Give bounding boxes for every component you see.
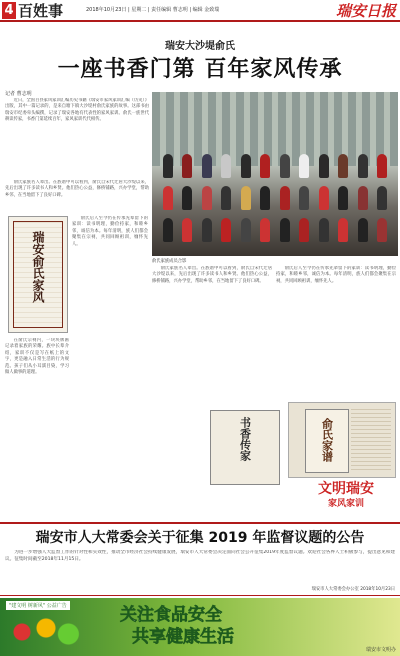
family-group-photo [152,92,398,256]
framed-motto-title: 瑞安俞氏家风 [31,231,45,303]
genealogy-book-photo [210,410,280,485]
genealogy-title: 俞氏家谱 [320,418,334,462]
article-column-4: 俞氏后人至今仍在传承先辈留下的家训：读书明理，勤俭持家，和睦乡邻，诚信为本。每年清明，族人们都会聚集在宗祠，共同回顾祖训，缅怀先人。 [276,266,396,284]
genealogy-record-photo [288,402,396,478]
ad-organizer: 瑞安市文明办 [365,647,396,653]
vegetables-image [6,612,86,652]
article-byline: 记者 曹志明 [5,91,32,97]
article-column-3: 俞氏家族名人辈出。在族谱中可以看到，俞氏自宋代迁居大沙堤以来，先后出现了许多读书人和乡贤。他们热心公益，修桥铺路，兴办学堂，帮助乡邻，在当地留下了良好口碑。 [152,266,272,284]
photo-caption: 俞氏家族成员合影 [152,259,187,264]
article-intro: 近日，全国百县家风家训汇编历史书籍《瑞安市家风家训汇编（历史）》出版，其中一篇记录的，是来自塘下镇大沙堤村俞氏家族的故事。这部书由瑞安市纪委牵头编撰，记录了瑞安各地有代表性的家风家训。俞氏一族世代耕读传家，书香门第延续百年，家风家训代代相传。 [5,98,149,123]
ad-slogan-2: 共享健康生活 [132,627,234,647]
page-header [0,0,400,22]
book-cover-text: 书香传家 [238,417,252,461]
section-divider [0,522,400,524]
article-column-1b: 俞氏家族名人辈出。在族谱中可以看到，俞氏自宋代迁居大沙堤以来，先后出现了许多读书人和乡贤。他们热心公益，修桥铺路，兴办学堂，帮助乡邻，在当地留下了良好口碑。 [5,180,149,198]
article-column-1c: 在俞氏宗祠内，一块块牌匾记录着家族的荣耀。族中长辈介绍，家训不仅是写在纸上的文字，更是融入日常生活的行为规范。孩子们从小耳濡目染，学习做人做事的道理。 [5,338,69,376]
page-number: 4 [2,2,16,19]
civilized-ruian-logo: 文明瑞安 家风家训 [318,481,374,509]
edition-meta: 2018年10月23日 | 星期二 | 责任编辑 曹志明 | 编辑 金致瑞 [86,7,220,13]
public-service-ad [0,598,400,656]
ad-tag: "建文明 树新风" 公益广告 [6,601,70,610]
announcement-title: 瑞安市人大常委会关于征集 2019 年监督议题的公告 [35,530,365,546]
ad-divider [0,595,400,596]
article-column-2: 俞氏后人至今仍在传承先辈留下的家训：读书明理，勤俭持家，和睦乡邻，诚信为本。每年清明，族人们都会聚集在宗祠，共同回顾祖训，缅怀先人。 [72,216,148,247]
framed-family-motto [8,216,68,333]
article-kicker: 瑞安大沙堤俞氏 [165,41,235,52]
announcement-body: 为进一步增强人大监督工作的针对性和实效性，推动全市经济社会持续健康发展，瑞安市人大常委会决定面向社会公开征集2019年度监督议题。欢迎社会各界人士积极参与，提出意见和建议。征集时间截至2018年11月15日。 [5,550,395,562]
section-title: 百姓事 [18,2,64,20]
announcement-signature: 瑞安市人大常委会办公室 2018年10月23日 [311,587,395,592]
article-headline: 一座书香门第 百年家风传承 [57,57,343,82]
ad-slogan-1: 关注食品安全 [120,605,222,625]
masthead-logo: 瑞安日报 [335,2,396,20]
